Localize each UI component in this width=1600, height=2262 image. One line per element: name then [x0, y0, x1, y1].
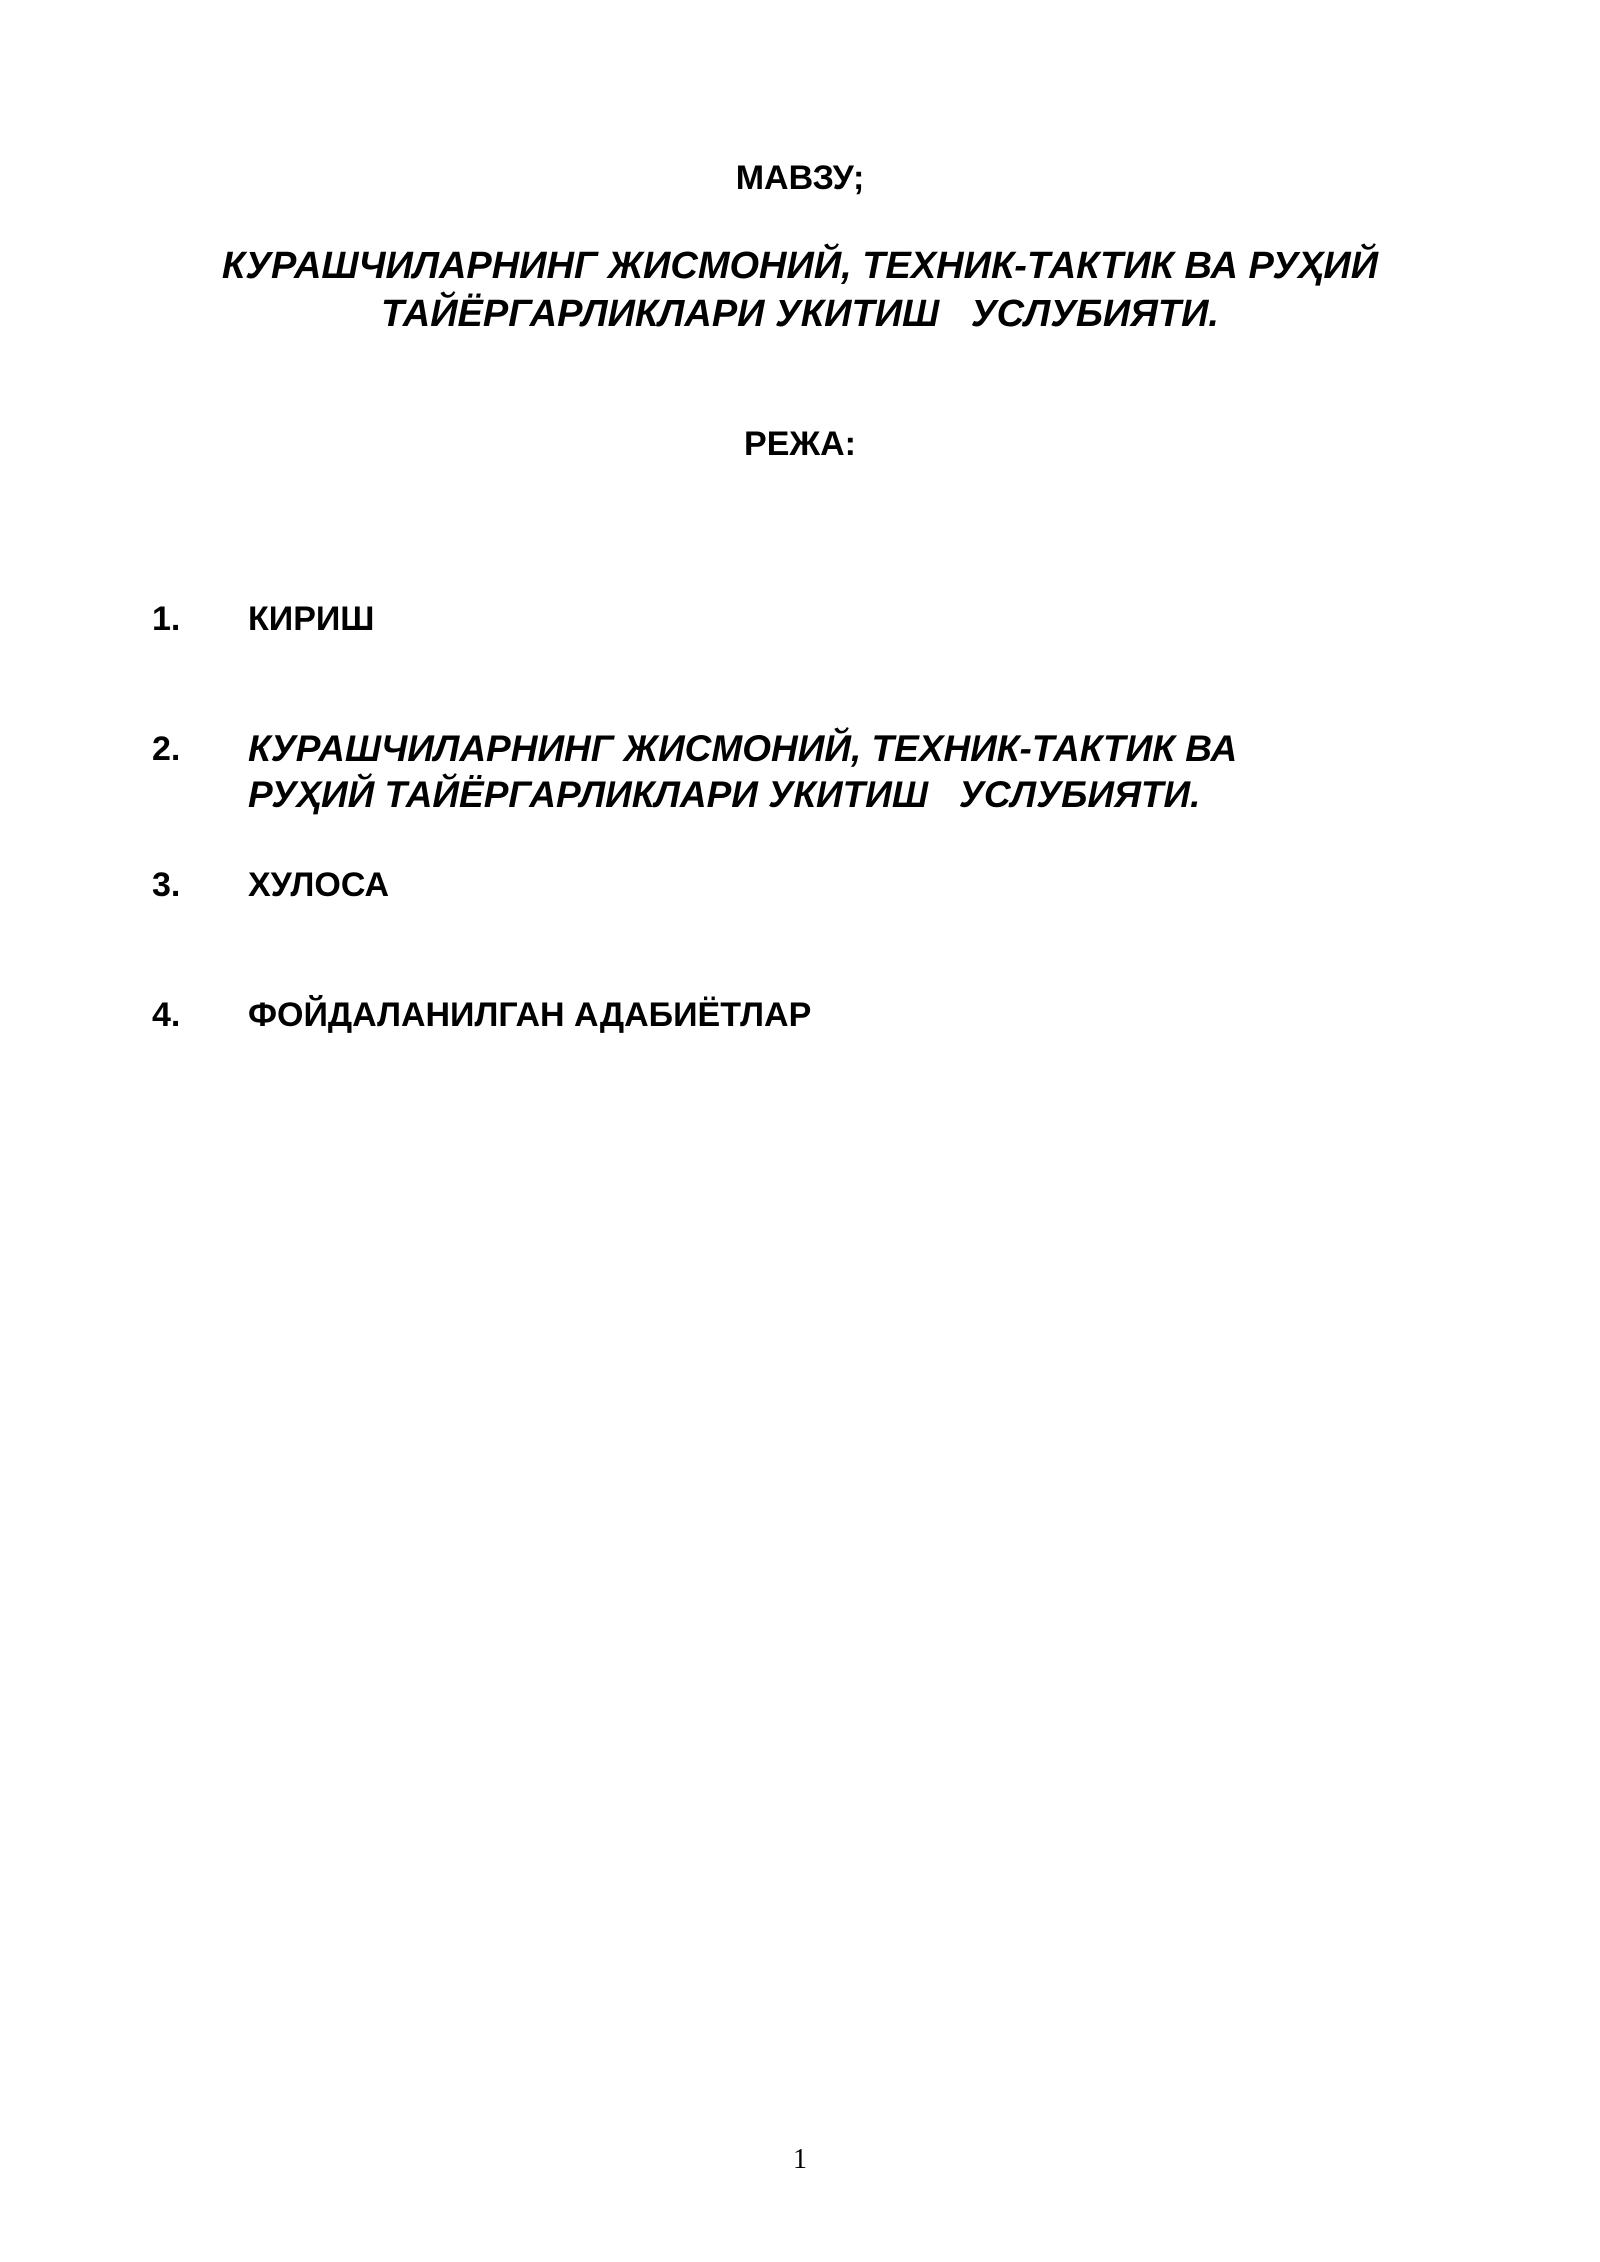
- plan-item-number: 3.: [152, 866, 181, 904]
- page-number: 1: [793, 2144, 807, 2175]
- plan-item-number: 4.: [152, 996, 181, 1034]
- topic-title-line: ТАЙЁРГАРЛИКЛАРИ УКИТИШ УСЛУБИЯТИ.: [381, 293, 1219, 335]
- plan-item-text: [248, 726, 1448, 818]
- plan-label: РЕЖА:: [744, 425, 856, 463]
- topic-title: [150, 242, 1450, 338]
- plan-item-line: ХУЛОСА: [248, 866, 390, 904]
- plan-item-line: ФОЙДАЛАНИЛГАН АДАБИЁТЛАР: [248, 996, 812, 1034]
- plan-item-line: КИРИШ: [248, 600, 375, 638]
- plan-item-number: 2.: [152, 730, 181, 768]
- plan-item-line: КУРАШЧИЛАРНИНГ ЖИСМОНИЙ, ТЕХНИК-ТАКТИК ВА: [248, 728, 1238, 769]
- topic-label: МАВЗУ;: [735, 159, 865, 197]
- plan-item-text: [248, 596, 1448, 642]
- plan-item-line: РУҲИЙ ТАЙЁРГАРЛИКЛАРИ УКИТИШ УСЛУБИЯТИ.: [248, 774, 1201, 815]
- plan-item-number: 1.: [152, 600, 181, 638]
- topic-title-line: КУРАШЧИЛАРНИНГ ЖИСМОНИЙ, ТЕХНИК-ТАКТИК ВА РУҲИЙ: [221, 245, 1379, 287]
- plan-item-text: [248, 862, 1448, 908]
- plan-item-text: [248, 992, 1448, 1038]
